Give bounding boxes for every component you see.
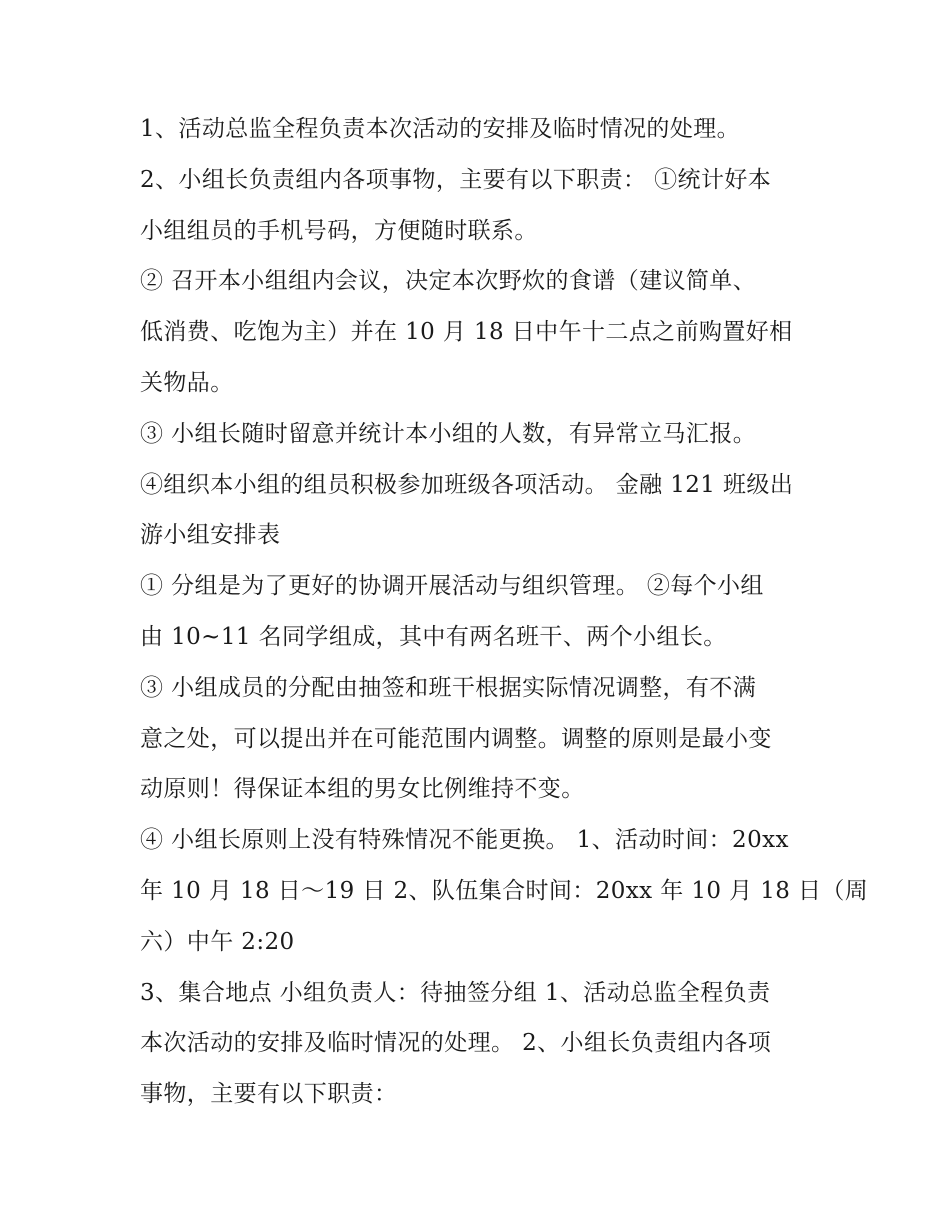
text-line: 动原则！得保证本组的男女比例维持不变。	[140, 776, 585, 803]
text-line: 年 10 月 18 日～19 日 2、队伍集合时间：20xx 年 10 月 18 日（周	[140, 877, 869, 904]
text-line: 关物品。	[140, 369, 234, 396]
text-line: 小组组员的手机号码，方便随时联系。	[140, 217, 538, 244]
text-line: 由 10~11 名同学组成，其中有两名班干、两个小组长。	[140, 623, 727, 650]
text-line: 1、活动总监全程负责本次活动的安排及临时情况的处理。	[140, 116, 741, 142]
text-line: 游小组安排表	[140, 522, 281, 549]
text-line: ④组织本小组的组员积极参加班级各项活动。 金融 121 班级出	[140, 471, 794, 498]
text-line: 2、小组长负责组内各项事物，主要有以下职责： ①统计好本	[140, 166, 772, 193]
text-line: ④ 小组长原则上没有特殊情况不能更换。 1、活动时间：20xx	[140, 827, 789, 854]
text-line: 低消费、吃饱为主）并在 10 月 18 日中午十二点之前购置好相	[140, 319, 793, 346]
text-line: 本次活动的安排及临时情况的处理。 2、小组长负责组内各项	[140, 1030, 772, 1057]
text-line: ③ 小组长随时留意并统计本小组的人数，有异常立马汇报。	[140, 420, 757, 447]
document-body	[140, 104, 869, 1120]
text-line: ③ 小组成员的分配由抽签和班干根据实际情况调整，有不满	[140, 674, 757, 701]
text-line: 意之处，可以提出并在可能范围内调整。调整的原则是最小变	[140, 725, 772, 752]
text-line: 事物，主要有以下职责：	[140, 1081, 398, 1108]
text-line: 六）中午 2:20	[140, 928, 295, 955]
text-line: ② 召开本小组组内会议，决定本次野炊的食谱（建议简单、	[140, 268, 757, 295]
text-line: ① 分组是为了更好的协调开展活动与组织管理。 ②每个小组	[140, 573, 764, 600]
text-line: 3、集合地点 小组负责人：待抽签分组 1、活动总监全程负责	[140, 979, 771, 1006]
